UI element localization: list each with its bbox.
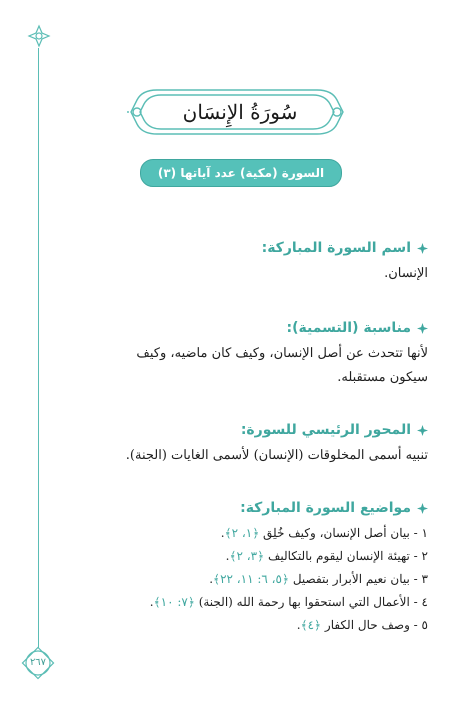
section-heading-text: اسم السورة المباركة: [261, 240, 411, 256]
list-item: ٣ - بيان نعيم الأبرار بتفصيل ﴿٥، ٦: ١١، ٢٢﴾. [209, 572, 428, 586]
verse-reference: ﴿٣، ٢﴾ [229, 549, 265, 563]
section-heading [38, 498, 428, 518]
section-naming [38, 318, 428, 390]
section-heading-text: المحور الرئيسي للسورة: [240, 422, 411, 438]
section-heading-text: مواضيع السورة المباركة: [240, 500, 411, 516]
surah-info-badge [140, 159, 342, 187]
section-topics [38, 498, 428, 637]
corner-ornament-icon [27, 24, 51, 48]
star-bullet-icon [417, 503, 428, 514]
body-line: سيكون مستقبله. [337, 370, 428, 385]
section-surah-name [38, 238, 428, 286]
verse-reference: ﴿٤﴾ [300, 618, 322, 632]
star-bullet-icon [417, 323, 428, 334]
verse-reference: ﴿٧: ١٠﴾ [153, 595, 195, 609]
verse-reference: ﴿١، ٢﴾ [224, 526, 260, 540]
section-heading [38, 318, 428, 338]
verse-reference: ﴿٥، ٦: ١١، ٢٢﴾ [213, 572, 290, 586]
section-body [38, 342, 428, 390]
section-main-axis [38, 420, 428, 468]
list-item: ١ - بيان أصل الإنسان، وكيف خُلِق ﴿١، ٢﴾. [220, 526, 428, 540]
topics-list [38, 522, 428, 637]
surah-title: سُورَةُ الإِنسَان [182, 100, 298, 124]
section-heading [38, 420, 428, 440]
section-heading-text: مناسبة (التسمية): [286, 320, 411, 336]
star-bullet-icon [417, 425, 428, 436]
list-item: ٤ - الأعمال التي استحقوا بها رحمة الله (الجنة) ﴿٧: ١٠﴾. [149, 595, 428, 609]
surah-info-text: السورة (مكية) عدد آياتها (٣) [157, 166, 325, 180]
list-item: ٢ - تهيئة الإنسان ليقوم بالتكاليف ﴿٣، ٢﴾. [225, 549, 428, 563]
star-bullet-icon [417, 243, 428, 254]
section-heading [38, 238, 428, 258]
list-item: ٥ - وصف حال الكفار ﴿٤﴾. [296, 618, 428, 632]
body-line: لأنها تتحدث عن أصل الإنسان، وكيف كان ماضيه، وكيف [136, 346, 428, 361]
page-number: ٢٦٧ [29, 657, 47, 668]
section-body: الإنسان. [384, 266, 428, 281]
section-body: تنبيه أسمى المخلوقات (الإنسان) لأسمى الغايات (الجنة). [125, 448, 428, 463]
